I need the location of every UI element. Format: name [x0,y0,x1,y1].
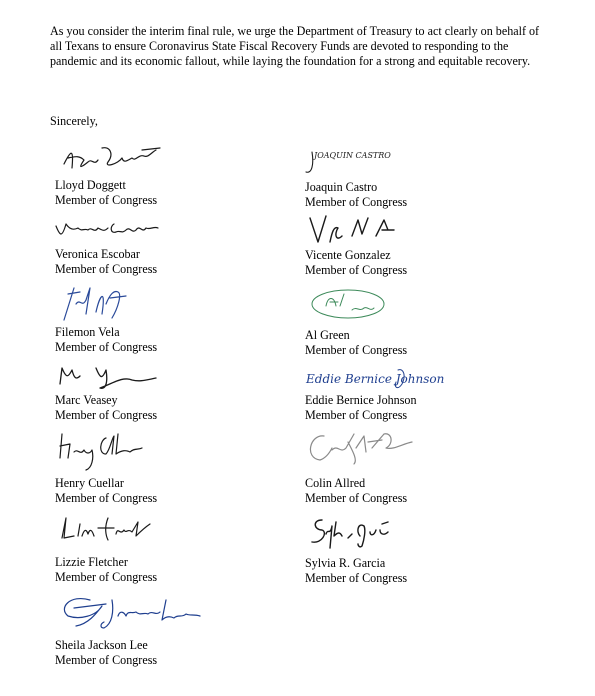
signer-title: Member of Congress [55,408,158,422]
signer-name: Colin Allred [305,476,366,490]
signer-title: Member of Congress [305,491,408,505]
signature-colin-allred [302,428,422,468]
signer-title: Member of Congress [55,570,158,584]
signer-title: Member of Congress [55,193,158,207]
signer-title: Member of Congress [305,195,408,209]
signer-name: Sylvia R. Garcia [305,556,386,570]
signer-name: Veronica Escobar [55,247,140,261]
signature-marc-veasey [56,362,166,392]
signature-sylvia-garcia [308,512,398,550]
signature-filemon-vela [60,284,140,324]
signer-name: Marc Veasey [55,393,118,407]
signer-name: Lloyd Doggett [55,178,126,192]
signer-name: Sheila Jackson Lee [55,638,148,652]
signature-lizzie-fletcher [58,514,158,544]
signer-title: Member of Congress [305,571,408,585]
signer-name: Eddie Bernice Johnson [305,393,417,407]
signer-title: Member of Congress [55,491,158,505]
letter-paragraph: As you consider the interim final rule, we urge the Department of Treasury to act clearly on behalf of all Texans to ensure Coronavirus State Fiscal Recovery Funds are devoted to responding to the pandemic and its economic fallout, while laying the foundation for a strong and equitable recovery. [50,24,540,69]
signer-name: Henry Cuellar [55,476,124,490]
signature-vicente-gonzalez [304,212,404,248]
signature-henry-cuellar [56,428,146,472]
signer-name: Lizzie Fletcher [55,555,128,569]
signer-name: Filemon Vela [55,325,120,339]
signature-joaquin-castro [304,144,424,180]
signer-title: Member of Congress [55,262,158,276]
signer-name: Vicente Gonzalez [305,248,391,262]
signature-veronica-escobar [54,216,164,246]
signer-title: Member of Congress [305,263,408,277]
signer-name: Joaquin Castro [305,180,378,194]
closing-salutation: Sincerely, [50,114,98,128]
signer-title: Member of Congress [305,408,408,422]
signature-text-johnson: Eddie Bernice Johnson [306,372,445,386]
signature-eddie-bernice-johnson [304,366,444,392]
signer-name: Al Green [305,328,350,342]
signer-title: Member of Congress [55,653,158,667]
signature-lloyd-doggett [58,142,168,176]
signature-text-castro: JOAQUIN CASTRO [314,151,391,160]
signer-title: Member of Congress [55,340,158,354]
signer-title: Member of Congress [305,343,408,357]
signature-sheila-jackson-lee [56,594,206,634]
signature-al-green [308,288,388,324]
